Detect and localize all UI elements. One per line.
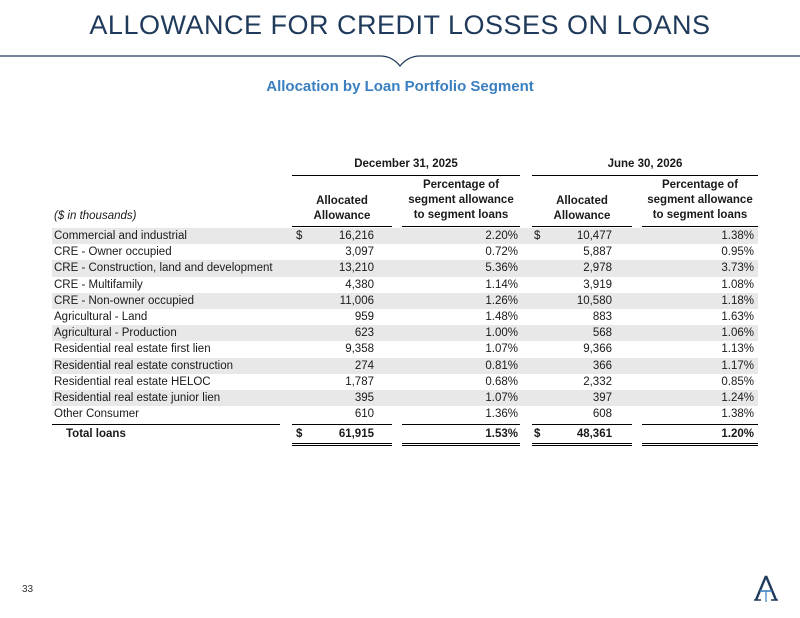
segment-pct-2: 1.08% xyxy=(721,278,754,291)
page-number: 33 xyxy=(22,584,34,595)
total-double-underline xyxy=(292,443,392,444)
table-header xyxy=(52,158,758,228)
total-allocated-1: 61,915 xyxy=(338,428,374,441)
units-label: ($ in thousands) xyxy=(54,210,137,222)
segment-pct-1: 0.72% xyxy=(485,246,518,259)
segment-pct-2: 1.38% xyxy=(721,230,754,242)
row-label: Residential real estate HELOC xyxy=(54,375,211,388)
allocated-allowance-2: 2,332 xyxy=(583,375,612,388)
currency-sign: $ xyxy=(296,428,303,441)
allocated-allowance-1: 395 xyxy=(354,391,374,404)
a-logo-icon xyxy=(752,574,780,604)
table-row xyxy=(52,325,758,341)
allocated-allowance-1: 959 xyxy=(354,310,374,323)
total-pct-2: 1.20% xyxy=(721,428,754,441)
page-title: ALLOWANCE FOR CREDIT LOSSES ON LOANS xyxy=(89,10,711,40)
segment-pct-1: 1.36% xyxy=(485,408,518,421)
total-overline xyxy=(52,424,280,425)
allocated-allowance-2: 10,580 xyxy=(576,294,612,307)
segment-pct-1: 2.20% xyxy=(485,230,518,242)
row-label: Residential real estate junior lien xyxy=(54,391,221,404)
header-underline xyxy=(292,226,392,227)
row-label: CRE - Construction, land and development xyxy=(54,262,273,275)
table-row xyxy=(52,341,758,357)
segment-pct-2: 1.17% xyxy=(721,359,754,372)
table-row xyxy=(52,309,758,325)
segment-pct-2: 1.63% xyxy=(721,310,754,323)
segment-pct-1: 1.48% xyxy=(485,310,518,323)
segment-pct-2: 0.85% xyxy=(721,375,754,388)
allocated-allowance-1: 9,358 xyxy=(345,343,374,356)
total-allocated-2: 48,361 xyxy=(576,428,612,441)
total-overline xyxy=(402,424,520,425)
total-overline xyxy=(532,424,632,425)
allocated-allowance-2: 3,919 xyxy=(583,278,612,291)
table-row xyxy=(52,390,758,406)
table-body xyxy=(52,228,758,422)
header-underline xyxy=(642,226,758,227)
allocated-allowance-2: 366 xyxy=(592,359,612,372)
segment-pct-1: 1.26% xyxy=(485,294,518,307)
allocated-allowance-1: 11,006 xyxy=(339,294,374,307)
total-double-underline xyxy=(402,443,520,444)
table-row xyxy=(52,228,758,244)
allocated-allowance-2: 397 xyxy=(592,391,612,404)
col-header-pct-2: Percentage of segment allowance to segment loans xyxy=(647,179,753,221)
segment-pct-2: 1.38% xyxy=(721,408,754,421)
period-header-2: June 30, 2026 xyxy=(607,158,683,170)
total-row xyxy=(52,426,758,442)
table-row xyxy=(52,374,758,390)
segment-pct-1: 1.07% xyxy=(485,391,518,404)
table-row xyxy=(52,293,758,309)
segment-pct-2: 1.18% xyxy=(721,294,754,307)
total-double-underline xyxy=(532,445,632,446)
allocated-allowance-1: 3,097 xyxy=(345,246,374,259)
segment-pct-2: 0.95% xyxy=(721,246,754,259)
row-label: Commercial and industrial xyxy=(54,230,187,242)
row-label: Residential real estate construction xyxy=(54,359,233,372)
header-underline xyxy=(402,226,520,227)
currency-sign: $ xyxy=(534,428,541,441)
allocated-allowance-2: 568 xyxy=(592,327,612,340)
allocated-allowance-2: 9,366 xyxy=(583,343,612,356)
segment-pct-2: 1.24% xyxy=(721,391,754,404)
segment-pct-1: 1.07% xyxy=(485,343,518,356)
allocated-allowance-2: 2,978 xyxy=(583,262,612,275)
allocated-allowance-1: 13,210 xyxy=(338,262,374,275)
col-header-allocated-1: Allocated Allowance xyxy=(313,195,371,222)
col-header-allocated-2: Allocated Allowance xyxy=(553,195,611,222)
allocated-allowance-1: 4,380 xyxy=(345,278,374,291)
row-label: CRE - Owner occupied xyxy=(54,246,172,259)
total-overline xyxy=(292,424,392,425)
page-subtitle: Allocation by Loan Portfolio Segment xyxy=(266,78,534,95)
row-label: Agricultural - Land xyxy=(54,310,148,323)
total-overline xyxy=(642,424,758,425)
segment-pct-1: 1.00% xyxy=(485,327,518,340)
currency-sign: $ xyxy=(534,230,541,242)
segment-pct-2: 3.73% xyxy=(721,262,754,275)
total-double-underline xyxy=(402,445,520,446)
period-underline-1 xyxy=(292,175,520,176)
header-underline xyxy=(532,226,632,227)
row-label: Other Consumer xyxy=(54,408,140,421)
total-double-underline xyxy=(532,443,632,444)
table-row xyxy=(52,260,758,276)
allocated-allowance-2: 5,887 xyxy=(583,246,612,259)
allocated-allowance-1: 274 xyxy=(354,359,374,372)
segment-pct-1: 0.81% xyxy=(485,359,518,372)
allocated-allowance-2: 10,477 xyxy=(576,230,612,242)
total-double-underline xyxy=(642,445,758,446)
period-underline-2 xyxy=(532,175,758,176)
allowance-table xyxy=(52,158,758,446)
segment-pct-1: 0.68% xyxy=(485,375,518,388)
row-label: CRE - Multifamily xyxy=(54,278,143,291)
segment-pct-1: 5.36% xyxy=(485,262,518,275)
total-double-underline xyxy=(292,445,392,446)
allocated-allowance-2: 608 xyxy=(592,408,612,421)
segment-pct-1: 1.14% xyxy=(485,278,518,291)
table-row xyxy=(52,406,758,422)
currency-sign: $ xyxy=(296,230,303,242)
allocated-allowance-1: 16,216 xyxy=(338,230,374,242)
col-header-pct-1: Percentage of segment allowance to segment loans xyxy=(408,179,514,221)
segment-pct-2: 1.06% xyxy=(721,327,754,340)
row-label: Residential real estate first lien xyxy=(54,343,211,356)
allocated-allowance-2: 883 xyxy=(592,310,612,323)
total-label: Total loans xyxy=(66,428,126,441)
period-header-1: December 31, 2025 xyxy=(354,158,458,170)
allocated-allowance-1: 610 xyxy=(354,408,374,421)
row-label: CRE - Non-owner occupied xyxy=(54,294,194,307)
title-divider xyxy=(0,50,800,72)
table-row xyxy=(52,277,758,293)
allocated-allowance-1: 1,787 xyxy=(345,375,374,388)
table-row xyxy=(52,358,758,374)
total-pct-1: 1.53% xyxy=(485,428,518,441)
total-double-underline xyxy=(642,443,758,444)
allocated-allowance-1: 623 xyxy=(354,327,374,340)
row-label: Agricultural - Production xyxy=(54,327,177,340)
segment-pct-2: 1.13% xyxy=(721,343,754,356)
table-row xyxy=(52,244,758,260)
